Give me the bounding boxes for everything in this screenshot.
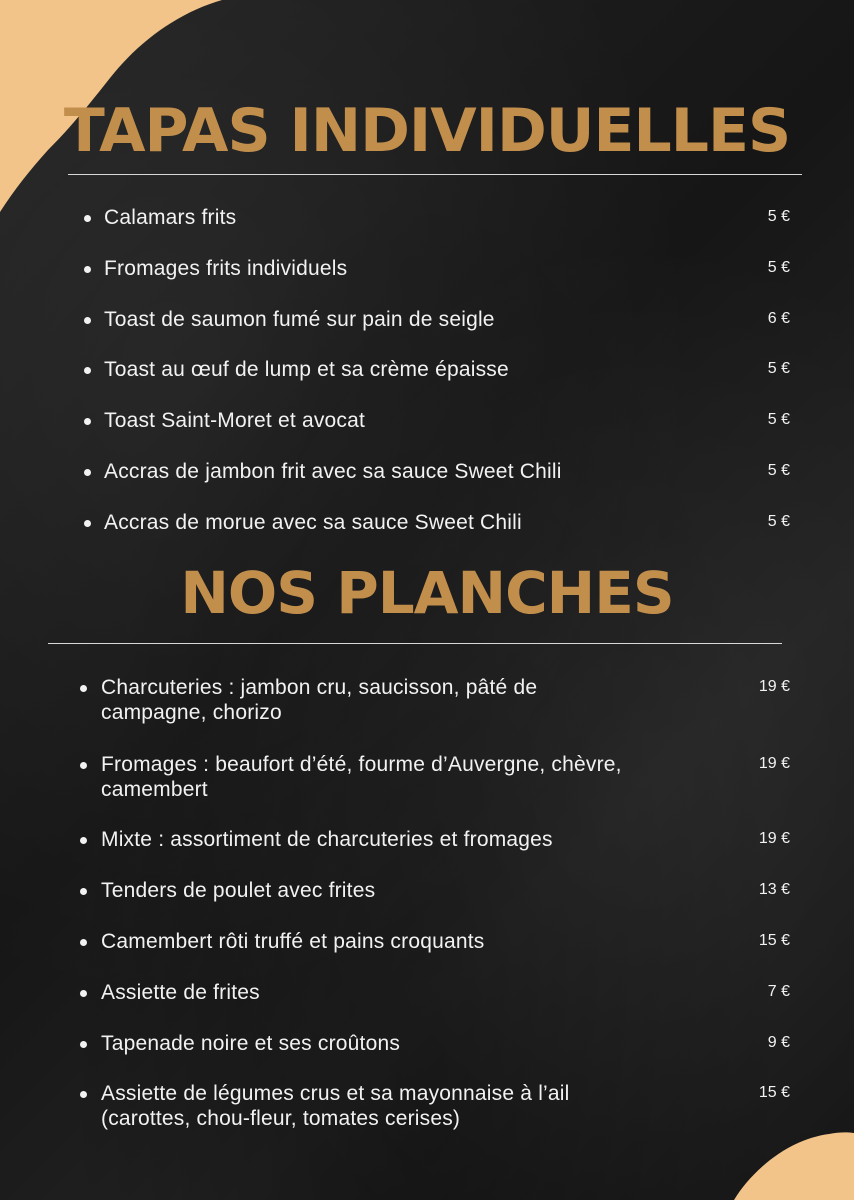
divider-tapas [68, 174, 802, 175]
item-name [104, 510, 522, 535]
bullet-icon [84, 469, 91, 476]
item-name [101, 752, 622, 802]
item-price: 5 € [767, 462, 790, 479]
bullet-icon [84, 418, 91, 425]
item-name-line: Fromages : beaufort d’été, fourme d’Auvergne, chèvre, [101, 753, 622, 776]
item-name-line: (carottes, chou-fleur, tomates cerises) [101, 1107, 461, 1130]
bullet-icon [84, 520, 91, 527]
item-price: 5 € [767, 513, 790, 530]
item-price: 5 € [767, 411, 790, 428]
item-name-line: Calamars frits [104, 206, 237, 229]
item-name-line: Tenders de poulet avec frites [101, 879, 376, 902]
item-price: 15 € [758, 932, 790, 949]
item-price: 19 € [758, 678, 790, 695]
item-name [104, 307, 495, 332]
item-name-line: campagne, chorizo [101, 701, 282, 724]
item-name-line: Fromages frits individuels [104, 257, 348, 280]
item-name-line: Camembert rôti truffé et pains croquants [101, 930, 485, 953]
item-price: 19 € [758, 830, 790, 847]
item-name-line: Charcuteries : jambon cru, saucisson, pâté de [101, 676, 538, 699]
divider-planches [48, 643, 782, 644]
item-name-line: Toast Saint-Moret et avocat [104, 409, 366, 432]
item-name [101, 980, 260, 1005]
bullet-icon [80, 990, 87, 997]
item-name-line: Tapenade noire et ses croûtons [101, 1032, 401, 1055]
bullet-icon [80, 685, 87, 692]
item-name [104, 408, 365, 433]
item-name-line: Assiette de légumes crus et sa mayonnaise à l’ail [101, 1082, 570, 1105]
bullet-icon [80, 888, 87, 895]
item-name [101, 675, 537, 725]
section-title-planches: NOS PLANCHES [180, 559, 674, 627]
bullet-icon [84, 266, 91, 273]
item-name [101, 878, 375, 903]
bullet-icon [80, 1091, 87, 1098]
bullet-icon [84, 317, 91, 324]
item-name [104, 205, 236, 230]
item-price: 15 € [758, 1084, 790, 1101]
item-name-line: Toast au œuf de lump et sa crème épaisse [104, 358, 509, 381]
bullet-icon [80, 939, 87, 946]
bullet-icon [80, 837, 87, 844]
section-title-tapas: TAPAS INDIVIDUELLES [63, 96, 791, 166]
item-price: 9 € [767, 1034, 790, 1051]
corner-blob-bottom-right [734, 1130, 854, 1200]
bullet-icon [80, 762, 87, 769]
item-name [101, 1031, 400, 1056]
item-price: 5 € [767, 259, 790, 276]
item-name-line: Accras de jambon frit avec sa sauce Sweet Chili [104, 460, 562, 483]
item-name [101, 929, 484, 954]
item-price: 19 € [758, 755, 790, 772]
item-name [104, 459, 562, 484]
bullet-icon [84, 215, 91, 222]
bullet-icon [80, 1041, 87, 1048]
bullet-icon [84, 367, 91, 374]
item-price: 7 € [767, 983, 790, 1000]
item-name [101, 1081, 570, 1131]
item-name-line: Mixte : assortiment de charcuteries et fromages [101, 828, 553, 851]
item-price: 6 € [767, 310, 790, 327]
item-name-line: Toast de saumon fumé sur pain de seigle [104, 308, 495, 331]
item-name-line: Accras de morue avec sa sauce Sweet Chili [104, 511, 522, 534]
item-name [104, 256, 347, 281]
item-price: 13 € [758, 881, 790, 898]
item-name-line: camembert [101, 778, 208, 801]
item-name-line: Assiette de frites [101, 981, 260, 1004]
item-price: 5 € [767, 360, 790, 377]
item-name [104, 357, 509, 382]
item-name [101, 827, 553, 852]
item-price: 5 € [767, 208, 790, 225]
